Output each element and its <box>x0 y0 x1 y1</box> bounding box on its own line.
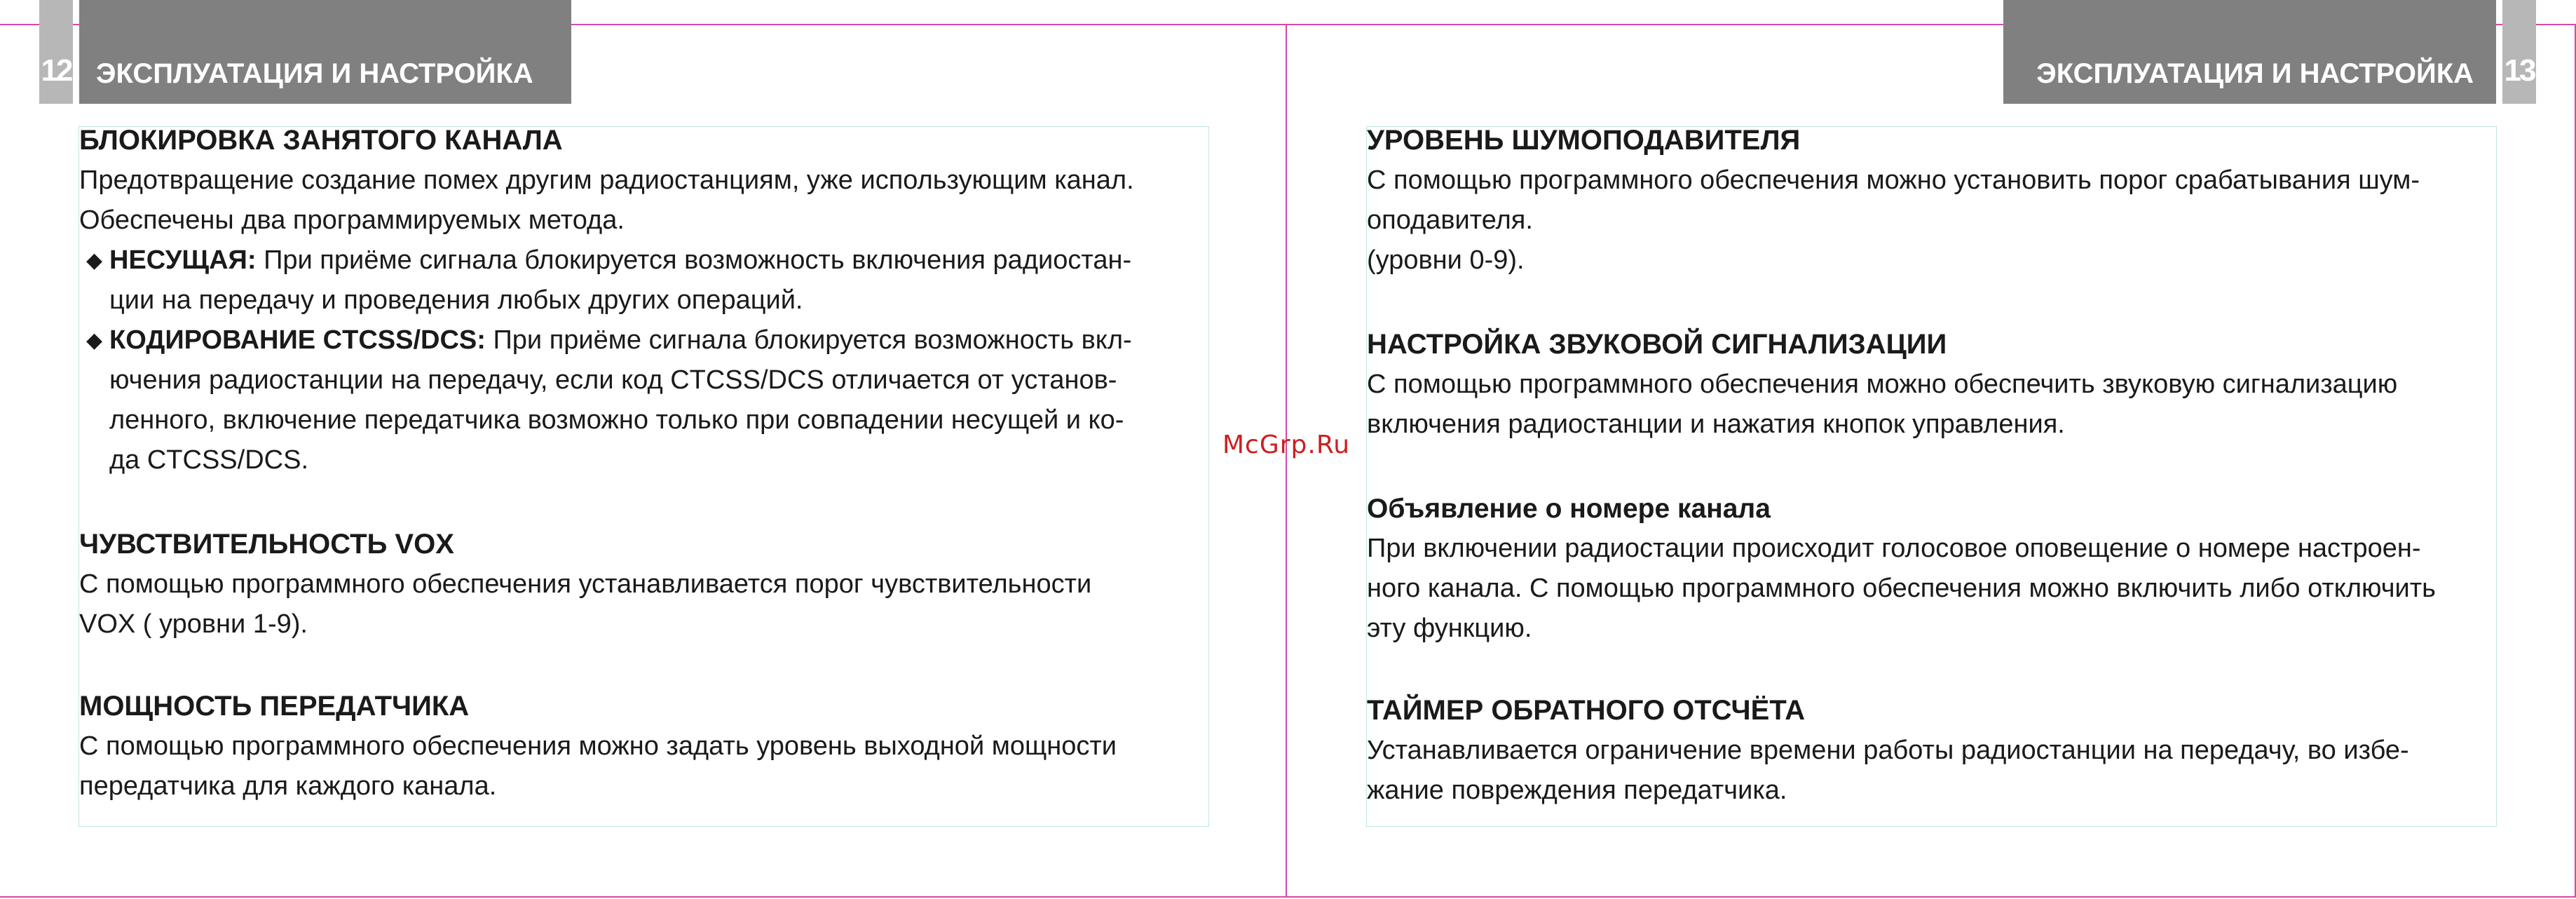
paragraph-line: С помощью программного обеспечения можно установить порог срабатывания шум- <box>1367 165 2420 195</box>
paragraph-line: При включении радиостации происходит голосовое оповещение о номере настроен- <box>1367 534 2421 563</box>
paragraph-line: ленного, включение передатчика возможно только при совпадении несущей и ко- <box>109 405 1124 435</box>
bullet-label: КОДИРОВАНИЕ CTCSS/DCS: <box>109 325 486 355</box>
bullet-label: НЕСУЩАЯ: <box>109 245 257 275</box>
paragraph-line: ючения радиостанции на передачу, если код CTCSS/DCS отличается от установ- <box>109 365 1117 395</box>
paragraph-line: передатчика для каждого канала. <box>79 771 497 801</box>
left-page-number: 12 <box>39 0 73 104</box>
paragraph-line: VOX ( уровни 1-9). <box>79 609 308 639</box>
section-title-timeout-timer: ТАЙМЕР ОБРАТНОГО ОТСЧЁТА <box>1367 695 1806 726</box>
page-fold-line <box>1286 24 1287 898</box>
diamond-bullet-icon: ◆ <box>86 329 103 352</box>
paragraph-line: эту функцию. <box>1367 614 1532 643</box>
diamond-bullet-icon: ◆ <box>86 249 103 272</box>
section-title-beep: НАСТРОЙКА ЗВУКОВОЙ СИГНАЛИЗАЦИИ <box>1367 329 1947 360</box>
paragraph-line: жание повреждения передатчика. <box>1367 776 1787 805</box>
trim-line-bottom <box>0 896 2576 898</box>
bullet-text: При приёме сигнала блокируется возможность включения радиостан- <box>256 245 1132 275</box>
watermark: McGrp.Ru <box>1222 431 1351 459</box>
right-page-header: ЭКСПЛУАТАЦИЯ И НАСТРОЙКА <box>2003 0 2496 104</box>
paragraph-line: С помощью программного обеспечения устанавливается порог чувствительности <box>79 569 1092 599</box>
paragraph-line: ции на передачу и проведения любых других операций. <box>109 285 803 315</box>
section-title-busy-lock: БЛОКИРОВКА ЗАНЯТОГО КАНАЛА <box>79 125 563 156</box>
paragraph-line: Предотвращение создание помех другим радиостанциям, уже использующим канал. <box>79 165 1134 195</box>
section-title-vox: ЧУВСТВИТЕЛЬНОСТЬ VOX <box>79 529 454 560</box>
left-page-header: ЭКСПЛУАТАЦИЯ И НАСТРОЙКА <box>79 0 571 104</box>
paragraph-line: да CTCSS/DCS. <box>109 445 308 475</box>
right-page-number: 13 <box>2502 0 2536 104</box>
right-page-content <box>1367 121 2436 811</box>
paragraph-line: С помощью программного обеспечения можно обеспечить звуковую сигнализацию <box>1367 370 2398 399</box>
paragraph-line: включения радиостанции и нажатия кнопок управления. <box>1367 410 2065 439</box>
section-title-channel-announce: Объявление о номере канала <box>1367 494 1771 524</box>
paragraph-line: Устанавливается ограничение времени работы радиостанции на передачу, во избе- <box>1367 736 2409 765</box>
paragraph-line: (уровни 0-9). <box>1367 245 1525 275</box>
paragraph-line: ного канала. С помощью программного обеспечения можно включить либо отключить <box>1367 574 2436 603</box>
bullet-text: При приёме сигнала блокируется возможность вкл- <box>485 325 1132 355</box>
bullet-item-ctcss-dcs <box>79 320 1134 360</box>
bullet-item-carrier <box>79 241 1134 280</box>
paragraph-line: С помощью программного обеспечения можно задать уровень выходной мощности <box>79 731 1117 761</box>
left-page-content <box>79 121 1134 806</box>
section-title-squelch: УРОВЕНЬ ШУМОПОДАВИТЕЛЯ <box>1367 125 1801 156</box>
paragraph-line: Обеспечены два программируемых метода. <box>79 205 625 235</box>
paragraph-line: оподавителя. <box>1367 205 1533 235</box>
section-title-tx-power: МОЩНОСТЬ ПЕРЕДАТЧИКА <box>79 691 470 722</box>
